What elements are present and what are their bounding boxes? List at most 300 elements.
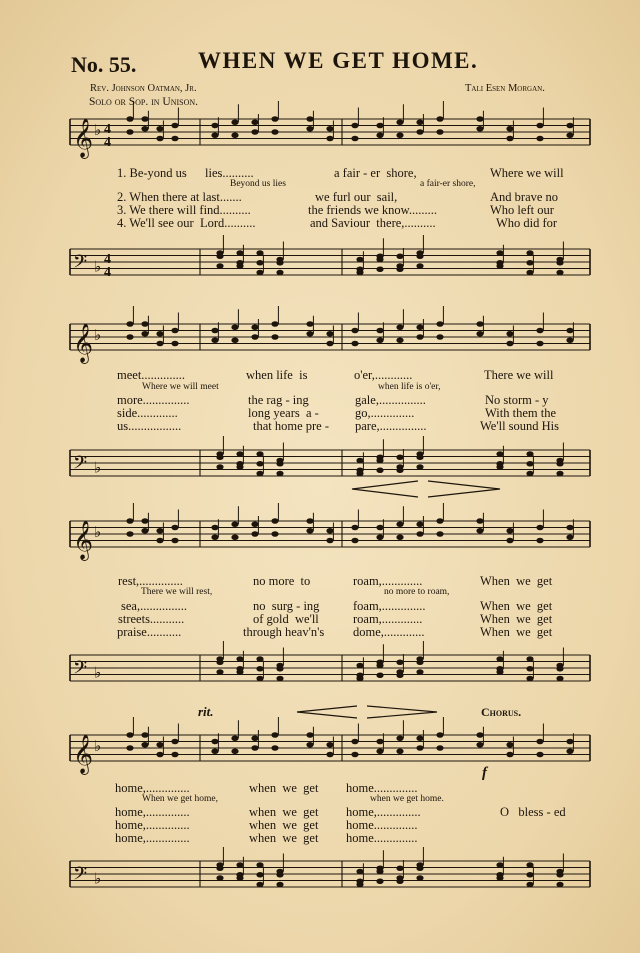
dynamic-hairpins [295,704,445,720]
note-head [276,461,283,467]
time-signature: 4 [104,122,111,137]
note-head [376,123,383,129]
lyric: when life is [246,368,308,382]
lyric: and Saviour there,.......... [310,216,436,230]
note-head [216,669,223,675]
note-head [271,745,278,751]
note-head [476,126,483,132]
note-head [396,748,403,754]
note-head [396,337,403,343]
note-head [211,748,218,754]
note-head [356,663,363,669]
note-head [356,676,363,682]
note-head [436,531,443,537]
note-head [476,528,483,534]
note-head [376,663,383,669]
lyric: when we get [249,831,319,845]
note-head [126,129,133,135]
note-head [376,672,383,678]
note-head [306,518,313,524]
note-head [256,260,263,266]
note-head [351,739,358,745]
lyric: home,.............. [115,831,190,845]
note-head [326,742,333,748]
bass-staff [70,243,592,293]
flat-icon: ♭ [94,869,102,888]
note-head [231,534,238,540]
note-head [256,250,263,256]
note-head [351,328,358,334]
note-head [276,872,283,878]
lyric: we furl our sail, [315,190,398,204]
note-head [236,250,243,256]
treble-staff [70,318,592,368]
flat-icon: ♭ [94,121,102,139]
note-head [416,659,423,665]
note-head [256,882,263,888]
note-head [526,260,533,266]
note-head [276,260,283,266]
small-lyric: There we will rest, [141,587,213,597]
note-head [231,337,238,343]
lyric: home.............. [346,818,418,832]
note-head [436,732,443,738]
note-head [556,270,563,276]
treble-clef-icon: 𝄞 [73,733,94,774]
note-head [231,748,238,754]
note-head [526,250,533,256]
note-head [211,337,218,343]
lyric: home,.............. [115,818,190,832]
lyric: We'll sound His [480,419,560,433]
lyric: that home pre - [253,419,330,433]
note-head [141,732,148,738]
note-head [526,451,533,457]
note-head [211,739,218,745]
lyric: gale,............... [355,393,426,407]
note-head [556,676,563,682]
small-lyric: a fair-er shore, [420,179,476,189]
lyric: There we will [484,368,554,382]
note-head [566,337,573,343]
note-head [376,748,383,754]
lyric: no more to [253,574,311,588]
note-head [556,260,563,266]
lyric: when we get [249,781,319,795]
note-head [536,739,543,745]
lyric: 4. We'll see our Lord.......... [117,216,256,230]
lyric: When we get [480,599,553,613]
lyric: sea,............... [121,599,187,613]
note-head [376,328,383,334]
lyric: 2. When there at last....... [117,190,242,204]
note-head [251,745,258,751]
lyric: lies.......... [205,166,254,180]
note-head [326,538,333,544]
note-head [376,266,383,272]
note-head [216,454,223,460]
note-head [396,865,403,871]
flat-icon: ♭ [94,523,102,541]
lyric: When we get [480,574,553,588]
author-credit: Rev. Johnson Oatman, Jr. [90,83,197,94]
note-head [156,341,163,347]
treble-staff [70,729,592,779]
note-head [416,735,423,741]
bass-clef-icon: 𝄢 [73,658,88,684]
lyric: foam,.............. [353,599,426,613]
note-head [141,321,148,327]
note-head [496,875,503,881]
note-head [506,742,513,748]
note-head [566,328,573,334]
flat-icon: ♭ [94,663,102,682]
note-head [566,525,573,531]
note-head [556,666,563,672]
note-head [416,119,423,125]
time-signature: 4 [104,252,111,267]
lyric: When we get [480,612,553,626]
note-head [496,669,503,675]
note-head [436,334,443,340]
note-head [476,321,483,327]
note-head [396,132,403,138]
lyric: dome,............. [353,625,425,639]
note-head [356,458,363,464]
note-head [211,123,218,129]
lyric: more............... [117,393,190,407]
note-head [416,745,423,751]
treble-staff [70,113,592,163]
note-head [436,518,443,524]
note-head [356,882,363,888]
note-head [126,531,133,537]
forte-mark: f [482,765,487,781]
bass-clef-icon: 𝄢 [73,453,88,479]
note-head [476,742,483,748]
note-head [476,116,483,122]
lyric: Where we will [490,166,564,180]
note-head [536,752,543,758]
note-head [276,270,283,276]
note-head [251,531,258,537]
note-head [496,862,503,868]
note-head [496,451,503,457]
note-head [416,865,423,871]
note-head [141,518,148,524]
note-head [216,464,223,470]
note-head [396,659,403,665]
note-head [536,341,543,347]
note-head [276,882,283,888]
time-signature: 4 [104,265,111,280]
note-head [256,872,263,878]
note-head [416,531,423,537]
note-head [211,132,218,138]
note-head [171,341,178,347]
note-head [526,676,533,682]
lyric: When we get [480,625,553,639]
note-head [256,676,263,682]
note-head [496,464,503,470]
note-head [416,521,423,527]
performance-direction: Solo or Sop. in Unison. [89,96,199,108]
note-head [506,538,513,544]
note-head [271,129,278,135]
bass-staff [70,649,592,699]
note-head [126,334,133,340]
bass-clef-icon: 𝄢 [73,252,88,278]
composer-credit: Tali Esen Morgan. [465,83,545,94]
note-head [156,331,163,337]
note-head [256,471,263,477]
note-head [171,136,178,142]
note-head [376,458,383,464]
lyric: With them the [485,406,557,420]
note-head [256,451,263,457]
note-head [506,752,513,758]
note-head [171,752,178,758]
note-head [216,659,223,665]
note-head [566,534,573,540]
note-head [496,656,503,662]
chorus-label: Chorus. [481,705,522,719]
note-head [126,321,133,327]
note-head [251,324,258,330]
note-head [351,123,358,129]
note-head [526,872,533,878]
note-head [141,126,148,132]
note-head [416,324,423,330]
flat-icon: ♭ [94,737,102,755]
note-head [231,735,238,741]
note-head [271,531,278,537]
small-lyric: when life is o'er, [378,382,441,392]
note-head [566,123,573,129]
note-head [496,263,503,269]
lyric: 3. We there will find.......... [117,203,251,217]
note-head [141,742,148,748]
flat-icon: ♭ [94,326,102,344]
note-head [271,321,278,327]
note-head [231,521,238,527]
note-head [436,129,443,135]
note-head [171,538,178,544]
note-head [126,745,133,751]
note-head [476,331,483,337]
small-lyric: when we get home. [370,794,444,804]
note-head [271,116,278,122]
lyric: when we get [249,818,319,832]
note-head [236,862,243,868]
note-head [236,464,243,470]
lyric: Who did for [496,216,558,230]
note-head [536,136,543,142]
note-head [396,324,403,330]
flat-icon: ♭ [94,458,102,477]
note-head [396,467,403,473]
note-head [141,116,148,122]
note-head [506,331,513,337]
note-head [376,878,383,884]
note-head [526,666,533,672]
note-head [506,341,513,347]
lyric: home,.............. [346,805,421,819]
note-head [436,321,443,327]
note-head [306,126,313,132]
note-head [236,875,243,881]
lyric: And brave no [490,190,559,204]
note-head [256,461,263,467]
note-head [536,328,543,334]
note-head [536,538,543,544]
time-signature: 4 [104,135,111,150]
small-lyric: Beyond us lies [230,179,286,189]
note-head [376,869,383,875]
note-head [326,126,333,132]
dynamic-hairpins [350,478,520,500]
note-head [141,331,148,337]
lyric: home,.............. [115,805,190,819]
note-head [156,528,163,534]
lyric: praise........... [117,625,182,639]
treble-clef-icon: 𝄞 [73,519,94,560]
note-head [251,735,258,741]
note-head [126,116,133,122]
note-head [251,521,258,527]
note-head [306,321,313,327]
note-head [496,250,503,256]
note-head [236,451,243,457]
note-head [416,669,423,675]
note-head [396,119,403,125]
treble-clef-icon: 𝄞 [73,322,94,363]
note-head [396,672,403,678]
treble-staff [70,515,592,565]
note-head [356,270,363,276]
note-head [376,132,383,138]
lyric: go,.............. [355,406,415,420]
note-head [376,534,383,540]
note-head [251,129,258,135]
lyric: home,.............. [115,781,190,795]
note-head [326,341,333,347]
lyric: when we get [249,805,319,819]
lyric: the rag - ing [248,393,309,407]
note-head [156,742,163,748]
note-head [566,748,573,754]
note-head [416,334,423,340]
lyric: side............. [117,406,178,420]
lyric: No storm - y [485,393,549,407]
note-head [356,257,363,263]
note-head [506,528,513,534]
note-head [526,656,533,662]
note-head [171,739,178,745]
note-head [396,878,403,884]
lyric: us................. [117,419,182,433]
lyric: roam,............. [353,612,423,626]
note-head [376,467,383,473]
lyric: O bless - ed [500,805,566,819]
note-head [306,528,313,534]
small-lyric: no more to roam, [384,587,450,597]
lyric: the friends we know......... [308,203,438,217]
note-head [536,525,543,531]
note-head [216,253,223,259]
hymn-title: WHEN WE GET HOME. [198,48,479,73]
note-head [171,328,178,334]
note-head [376,337,383,343]
note-head [171,525,178,531]
note-head [156,136,163,142]
note-head [416,875,423,881]
note-head [256,666,263,672]
note-head [211,525,218,531]
ritardando-mark: rit. [198,704,214,719]
note-head [276,666,283,672]
note-head [356,869,363,875]
note-head [396,735,403,741]
note-head [416,454,423,460]
note-head [256,270,263,276]
note-head [211,328,218,334]
note-head [211,534,218,540]
small-lyric: When we get home, [142,794,218,804]
note-head [566,739,573,745]
note-head [306,742,313,748]
note-head [556,882,563,888]
lyric: of gold we'll [253,612,319,626]
small-lyric: Where we will meet [142,382,219,392]
note-head [306,116,313,122]
note-head [271,518,278,524]
note-head [256,656,263,662]
note-head [256,862,263,868]
note-head [171,123,178,129]
lyric: o'er,............ [354,368,413,382]
bass-clef-icon: 𝄢 [73,864,88,890]
note-head [326,136,333,142]
note-head [231,324,238,330]
lyric: long years a - [248,406,319,420]
note-head [236,656,243,662]
lyric: streets........... [118,612,185,626]
note-head [356,471,363,477]
note-head [271,334,278,340]
note-head [141,528,148,534]
note-head [251,119,258,125]
lyric: a fair - er shore, [334,166,417,180]
note-head [376,257,383,263]
note-head [156,752,163,758]
note-head [526,862,533,868]
lyric: Who left our [490,203,554,217]
lyric: through heav'n's [243,625,325,639]
note-head [416,464,423,470]
lyric: home.............. [346,781,418,795]
note-head [376,525,383,531]
lyric: pare,............... [355,419,427,433]
note-head [126,518,133,524]
note-head [376,739,383,745]
flat-icon: ♭ [94,257,102,276]
note-head [351,525,358,531]
note-head [526,471,533,477]
note-head [271,732,278,738]
note-head [526,270,533,276]
note-head [396,253,403,259]
